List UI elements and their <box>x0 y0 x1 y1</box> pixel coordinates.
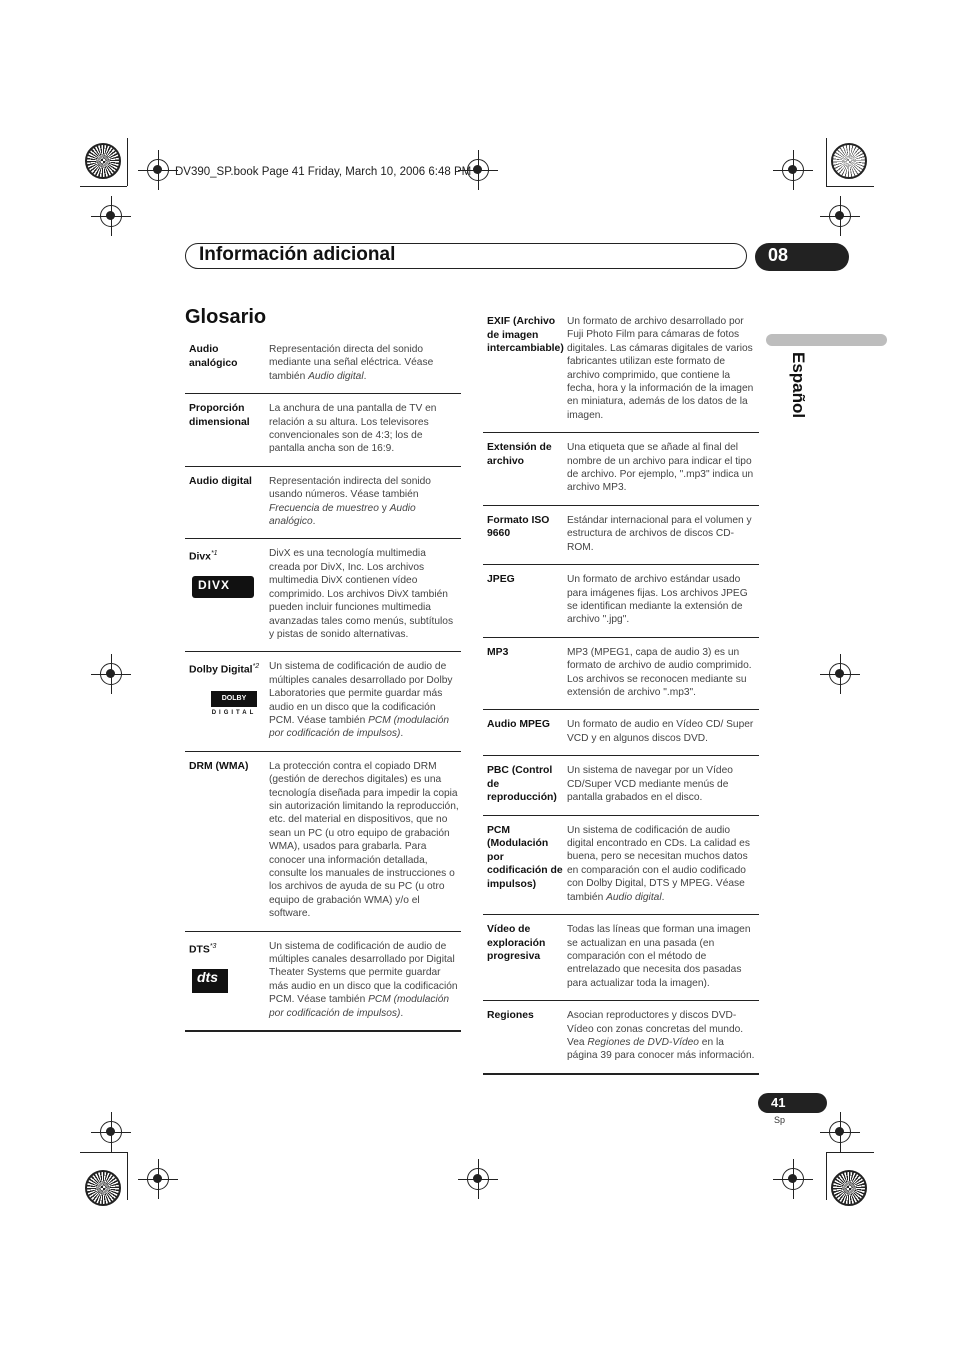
page-lang-code: Sp <box>774 1115 786 1125</box>
chapter-number: 08 <box>768 245 789 265</box>
page-number-badge <box>758 1093 827 1113</box>
registration-mark <box>467 1168 489 1190</box>
glossary-definition: Estándar internacional para el volumen y estructura de archivos de discos CD-ROM. <box>567 514 752 553</box>
glossary-definition: La anchura de una pantalla de TV en relación a su altura. Los televisores convencionales son de 4:3; los de pantalla ancha son de 16:9. <box>269 403 437 455</box>
footnote-marker: *1 <box>210 550 218 558</box>
glossary-entry <box>185 652 461 751</box>
glossary-definition: La protección contra el copiado DRM (gestión de derechos digitales) es una tecnología diseñada para impedir la copia sin autorización limitando la reproducción, etc. del material en dispositivos, que no sean un PC (u otro equipo de grabación WMA), usados para grabarla. Para conocer una información detallada, consulte los manuales de instrucciones o los archivos de ayuda de su PC (u otro equipo de grabación WMA) y/o el software. <box>269 760 459 920</box>
glossary-entry <box>483 565 759 638</box>
glossary-entry <box>185 752 461 932</box>
glossary-entry <box>483 433 759 506</box>
glossary-term: JPEG <box>487 574 515 586</box>
glossary-term: Extensión de archivo <box>487 442 552 467</box>
glossary-term: Formato ISO 9660 <box>487 514 550 540</box>
glossary-entry <box>185 539 461 652</box>
page-number: 41 <box>771 1095 786 1110</box>
book-info: DV390_SP.book Page 41 Friday, March 10, 2006 6:48 PM <box>175 166 472 178</box>
registration-mark <box>147 159 169 181</box>
glossary-definition: Un sistema de codificación de audio digital encontrado en CDs. La calidad es buena, pero se necesitan muchos datos en comparación con el audio codificado con Dolby Digital, DTS y MPEG. Véase también Audio digital. <box>567 824 750 903</box>
dolby-digital-logo: DOLBY DIGITAL <box>211 691 257 720</box>
glossary-term: MP3 <box>487 646 509 658</box>
glossary-term: Audio analógico <box>189 344 238 369</box>
glossary-definition: Representación indirecta del sonido usando números. Véase también Frecuencia de muestreo y Audio analógico. <box>269 475 431 528</box>
crop-line <box>826 138 827 186</box>
glossary-entry <box>483 710 759 756</box>
glossary-term: Regiones <box>487 1010 534 1022</box>
divx-logo: DIVX <box>192 576 254 598</box>
print-rosette-top-left <box>85 143 121 179</box>
registration-mark <box>100 205 122 227</box>
glossary-entry <box>483 638 759 711</box>
glossary-entry <box>483 307 759 433</box>
glossary-column-left <box>185 335 461 1032</box>
crop-line <box>826 1152 827 1200</box>
crop-line <box>127 138 128 186</box>
glossary-entry <box>185 932 461 1030</box>
registration-mark <box>829 663 851 685</box>
footnote-marker: *2 <box>252 663 260 671</box>
glossary-definition: Una etiqueta que se añade al final del nombre de un archivo para indicar el tipo de archivo. Por ejemplo, ".mp3" indica un archivo MP3. <box>567 442 754 494</box>
registration-mark <box>100 1121 122 1143</box>
glossary-term: DTS$^{*3}$ dts <box>185 940 269 1020</box>
registration-mark <box>829 1121 851 1143</box>
glossary-term: Divx$^{*1}$ DIVX <box>185 547 269 641</box>
glossary-definition: MP3 (MPEG1, capa de audio 3) es un formato de archivo de audio comprimido. Los archivos se reconocen mediante su extensión de archivo ".mp3". <box>567 646 752 698</box>
footnote-marker: *3 <box>209 942 217 950</box>
header-title: Información adicional <box>199 244 396 265</box>
glossary-definition: Un sistema de codificación de audio de múltiples canales desarrollado por Digital Theater Systems que permite guardar más audio en un disco que la codificación PCM. Véase también PCM (modulación por codificación de impulsos). <box>269 940 458 1019</box>
glossary-term: Audio MPEG <box>487 719 550 731</box>
glossary-definition: Un formato de archivo desarrollado por Fuji Photo Film para cámaras de fotos digitales. Las cámaras digitales de varios fabricantes utilizan este formato de archivo comprimido, que contiene la fecha, hora y la información de la imagen en miniatura, además de los datos de la imagen. <box>567 316 754 421</box>
glossary-entry <box>483 506 759 565</box>
glossary-definition: Representación directa del sonido mediante una señal eléctrica. Véase también Audio digital. <box>269 344 434 382</box>
glossary-term: Audio digital <box>189 475 252 487</box>
glossary-entry <box>185 335 461 394</box>
glossary-entry <box>483 915 759 1001</box>
language-tab-label: Español <box>789 352 808 419</box>
glossary-definition: DivX es una tecnología multimedia creada por DivX, Inc. Los archivos multimedia DivX contienen vídeo comprimido. Los archivos DivX también pueden incluir funciones multimedia avanzadas tales como menús, subtítulos y pistas de sonido alternativas. <box>269 548 454 640</box>
glossary-entry <box>483 756 759 816</box>
glossary-entry <box>185 467 461 540</box>
crop-line <box>80 1152 127 1153</box>
glossary-term: DRM (WMA) <box>189 760 249 772</box>
language-tab-bar <box>766 334 887 346</box>
registration-mark <box>829 205 851 227</box>
registration-mark <box>782 1168 804 1190</box>
registration-mark <box>100 663 122 685</box>
crop-line <box>80 186 127 187</box>
glossary-definition: Un sistema de navegar por un Vídeo CD/Super VCD mediante menús de pantalla grabados en el disco. <box>567 765 733 803</box>
glossary-term: Proporción dimensional <box>189 403 250 428</box>
print-rosette-top-right <box>831 143 867 179</box>
crop-line <box>127 1152 128 1200</box>
glossary-entry <box>185 394 461 467</box>
glossary-definition: Un sistema de codificación de audio de múltiples canales desarrollado por Dolby Laboratories que permite guardar más audio en un disco que la codificación PCM. Véase también PCM (modulación por codificación de impulsos). <box>269 661 453 740</box>
glossary-entry <box>483 1001 759 1073</box>
glossary-definition: Todas las líneas que forman una imagen se actualizan en una pasada (en comparación con el método de entrelazado que necesita dos pasadas para actualizar toda la imagen). <box>567 924 751 989</box>
print-rosette-bottom-right <box>831 1170 867 1206</box>
glossary-definition: Un formato de archivo estándar usado para imágenes fijas. Los archivos JPEG se identifican mediante la extensión de archivo ".jpg". <box>567 574 748 626</box>
glossary-column-right <box>483 307 759 1075</box>
glossary-term: Dolby Digital$^{*2}$ DOLBY DIGITAL <box>185 660 269 740</box>
section-title: Glosario <box>185 306 267 328</box>
glossary-term: EXIF (Archivo de imagen intercambiable) <box>487 316 564 354</box>
crop-line <box>826 1152 874 1153</box>
glossary-term: PBC (Control de reproducción) <box>487 765 557 804</box>
registration-mark <box>147 1168 169 1190</box>
glossary-definition: Asocian reproductores y discos DVD-Vídeo con zonas concretas del mundo. Vea Regiones de DVD-Vídeo en la página 39 para conocer más información. <box>567 1010 755 1062</box>
registration-mark <box>782 159 804 181</box>
glossary-definition: Un formato de audio en Vídeo CD/ Super VCD y en algunos discos DVD. <box>567 719 754 744</box>
print-rosette-bottom-left <box>85 1170 121 1206</box>
glossary-term: Vídeo de exploración progresiva <box>487 924 546 963</box>
dts-logo: dts <box>192 969 228 993</box>
glossary-term: PCM (Modulación por codificación de impulsos) <box>487 824 563 890</box>
glossary-entry <box>483 816 759 915</box>
crop-line <box>826 186 874 187</box>
